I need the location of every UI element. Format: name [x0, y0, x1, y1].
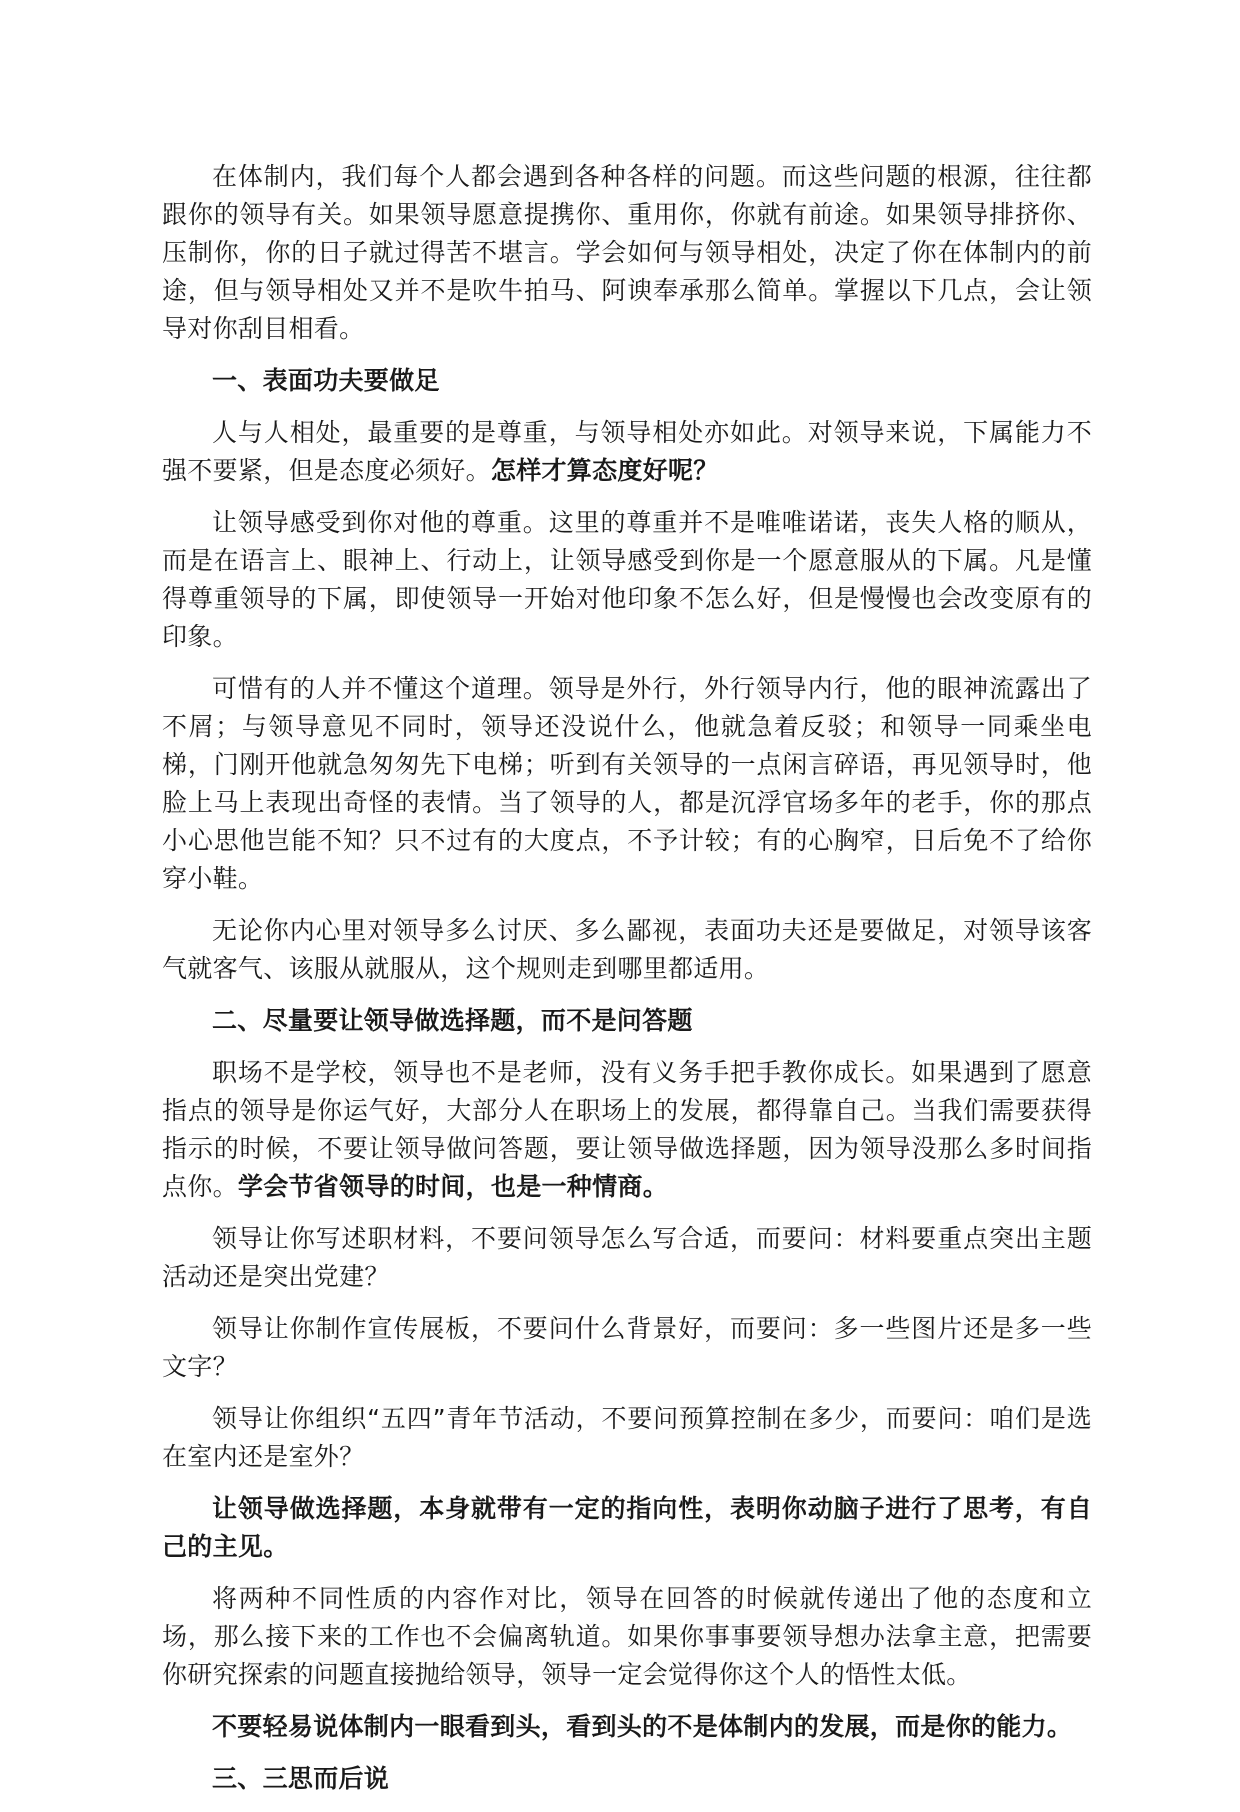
section-1-paragraph-2: 让领导感受到你对他的尊重。这里的尊重并不是唯唯诺诺，丧失人格的顺从，而是在语言上、眼神上、行动上，让领导感受到你是一个愿意服从的下属。凡是懂得尊重领导的下属，即使领导一开始对他印象不怎么好，但是慢慢也会改变原有的印象。 [162, 508, 1092, 651]
section-3-heading: 三、三思而后说 [212, 1764, 390, 1793]
section-2-paragraph-2: 领导让你写述职材料，不要问领导怎么写合适，而要问：材料要重点突出主题活动还是突出党建？ [162, 1224, 1092, 1291]
section-1-paragraph-1-text: 人与人相处，最重要的是尊重，与领导相处亦如此。对领导来说，下属能力不强不要紧，但是态度必须好。 [162, 418, 1092, 485]
section-1-paragraph-1-emphasis: 怎样才算态度好呢？ [490, 456, 719, 485]
section-1-paragraph-4: 无论你内心里对领导多么讨厌、多么鄙视，表面功夫还是要做足，对领导该客气就客气、该服从就服从，这个规则走到哪里都适用。 [162, 916, 1092, 983]
section-2-paragraph-4: 领导让你组织“五四”青年节活动，不要问预算控制在多少，而要问：咱们是选在室内还是室外？ [162, 1404, 1092, 1471]
section-2-paragraph-3: 领导让你制作宣传展板，不要问什么背景好，而要问：多一些图片还是多一些文字？ [162, 1314, 1092, 1381]
section-2-paragraph-6: 将两种不同性质的内容作对比，领导在回答的时候就传递出了他的态度和立场，那么接下来的工作也不会偏离轨道。如果你事事要领导想办法拿主意，把需要你研究探索的问题直接抛给领导，领导一定会觉得你这个人的悟性太低。 [162, 1584, 1092, 1689]
intro-paragraph: 在体制内，我们每个人都会遇到各种各样的问题。而这些问题的根源，往往都跟你的领导有关。如果领导愿意提携你、重用你，你就有前途。如果领导排挤你、压制你，你的日子就过得苦不堪言。学会如何与领导相处，决定了你在体制内的前途，但与领导相处又并不是吹牛拍马、阿谀奉承那么简单。掌握以下几点，会让领导对你刮目相看。 [162, 162, 1092, 343]
section-2-paragraph-1 [162, 1054, 1092, 1206]
section-2-paragraph-1-emphasis: 学会节省领导的时间，也是一种情商。 [237, 1172, 669, 1201]
section-2-paragraph-7-emphasis: 不要轻易说体制内一眼看到头，看到头的不是体制内的发展，而是你的能力。 [212, 1712, 1073, 1741]
section-1-heading: 一、表面功夫要做足 [212, 366, 440, 395]
section-2-paragraph-1-text: 职场不是学校，领导也不是老师，没有义务手把手教你成长。如果遇到了愿意指点的领导是你运气好，大部分人在职场上的发展，都得靠自己。当我们需要获得指示的时候，不要让领导做问答题，要让领导做选择题，因为领导没那么多时间指点你。 [162, 1058, 1092, 1201]
section-1-paragraph-3: 可惜有的人并不懂这个道理。领导是外行，外行领导内行，他的眼神流露出了不屑；与领导意见不同时，领导还没说什么，他就急着反驳；和领导一同乘坐电梯，门刚开他就急匆匆先下电梯；听到有关领导的一点闲言碎语，再见领导时，他脸上马上表现出奇怪的表情。当了领导的人，都是沉浮官场多年的老手，你的那点小心思他岂能不知？只不过有的大度点，不予计较；有的心胸窄，日后免不了给你穿小鞋。 [162, 674, 1092, 893]
section-1-paragraph-1 [162, 414, 1092, 490]
section-2-heading: 二、尽量要让领导做选择题，而不是问答题 [212, 1006, 693, 1035]
section-2-paragraph-5-emphasis: 让领导做选择题，本身就带有一定的指向性，表明你动脑子进行了思考，有自己的主见。 [162, 1494, 1092, 1561]
document-page [162, 158, 1092, 1812]
